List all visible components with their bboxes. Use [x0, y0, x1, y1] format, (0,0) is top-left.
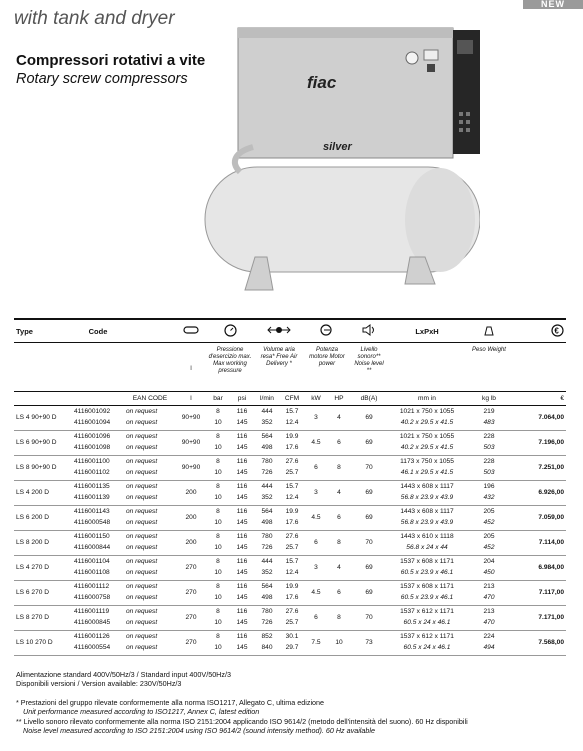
- ean-code: on request on request: [124, 431, 176, 456]
- table-row: [14, 631, 566, 656]
- product-code: 4116001143 4116000548: [72, 506, 124, 531]
- power-kw: 6: [304, 606, 328, 631]
- ean-code: on request on request: [124, 506, 176, 531]
- ean-code: on request on request: [124, 556, 176, 581]
- table-row: [14, 581, 566, 606]
- header-volume: Volume aria resa* Free Air Delivery *: [260, 347, 298, 367]
- power-kw: 3: [304, 556, 328, 581]
- pressure-psi: 116 145: [230, 581, 254, 606]
- unit-cfm: CFM: [280, 392, 304, 406]
- unit-bar: bar: [206, 392, 230, 406]
- dimensions: 1537 x 608 x 1171 60.5 x 23.9 x 46.1: [388, 581, 466, 606]
- flow-cfm: 19.9 17.6: [280, 506, 304, 531]
- ean-code: on request on request: [124, 406, 176, 431]
- dimensions: 1443 x 608 x 1117 56.8 x 23.9 x 43.9: [388, 506, 466, 531]
- price: 7.117,00: [512, 581, 566, 606]
- pressure-psi: 116 145: [230, 531, 254, 556]
- unit-lmin: l/min: [254, 392, 280, 406]
- flow-cfm: 27.6 25.7: [280, 531, 304, 556]
- header-ean: EAN CODE: [124, 392, 176, 406]
- new-badge: NEW: [523, 0, 583, 9]
- power-hp: 4: [328, 556, 350, 581]
- pressure-bar: 8 10: [206, 631, 230, 656]
- power-kw: 6: [304, 531, 328, 556]
- header-code: Code: [72, 319, 124, 343]
- tagline: with tank and dryer: [14, 8, 175, 29]
- flow-cfm: 15.7 12.4: [280, 556, 304, 581]
- price: 7.114,00: [512, 531, 566, 556]
- unit-euro: €: [512, 392, 566, 406]
- gauge-icon: [206, 319, 254, 343]
- compressor-product-image: [195, 22, 480, 292]
- ean-code: on request on request: [124, 606, 176, 631]
- tank-litres: 200: [176, 506, 206, 531]
- svg-text:€: €: [554, 325, 559, 335]
- price: 7.059,00: [512, 506, 566, 531]
- euro-icon: [512, 319, 566, 343]
- product-code: 4116001119 4116000845: [72, 606, 124, 631]
- noise-db: 70: [350, 456, 388, 481]
- model-logo: silver: [323, 141, 352, 153]
- header-weight: Peso Weight: [472, 347, 506, 353]
- power-hp: 8: [328, 456, 350, 481]
- footnote-power: Alimentazione standard 400V/50Hz/3 / Standard input 400V/50Hz/3 Disponibili versioni / Version available: 230V/50Hz/3: [16, 670, 231, 688]
- pressure-psi: 116 145: [230, 481, 254, 506]
- pressure-psi: 116 145: [230, 456, 254, 481]
- unit-mm-in: mm in: [388, 392, 466, 406]
- table-row: [14, 456, 566, 481]
- flow-lmin: 780 726: [254, 456, 280, 481]
- unit-psi: psi: [230, 392, 254, 406]
- power-hp: 4: [328, 481, 350, 506]
- tank-litres: 200: [176, 481, 206, 506]
- ean-code: on request on request: [124, 456, 176, 481]
- power-kw: 7.5: [304, 631, 328, 656]
- header-lxpxh: LxPxH: [388, 319, 466, 343]
- weight: 228 503: [466, 456, 512, 481]
- power-hp: 8: [328, 531, 350, 556]
- power-kw: 4.5: [304, 431, 328, 456]
- power-hp: 6: [328, 431, 350, 456]
- pressure-psi: 116 145: [230, 631, 254, 656]
- model-name: LS 4 200 D: [14, 481, 72, 506]
- product-code: 4116001092 4116001094: [72, 406, 124, 431]
- unit-kg-lb: kg lb: [466, 392, 512, 406]
- power-hp: 8: [328, 606, 350, 631]
- weight: 213 470: [466, 581, 512, 606]
- flow-lmin: 444 352: [254, 481, 280, 506]
- tank-litres: 90+90: [176, 431, 206, 456]
- speaker-icon: [350, 319, 388, 343]
- ean-code: on request on request: [124, 531, 176, 556]
- tank-litres: 270: [176, 631, 206, 656]
- flow-cfm: 15.7 12.4: [280, 481, 304, 506]
- weight-icon: [466, 319, 512, 343]
- model-name: LS 6 270 D: [14, 581, 72, 606]
- power-hp: 4: [328, 406, 350, 431]
- pressure-bar: 8 10: [206, 406, 230, 431]
- price: 7.568,00: [512, 631, 566, 656]
- price: 6.984,00: [512, 556, 566, 581]
- product-code: 4116001126 4116000554: [72, 631, 124, 656]
- dimensions: 1021 x 750 x 1055 40.2 x 29.5 x 41.5: [388, 431, 466, 456]
- weight: 219 483: [466, 406, 512, 431]
- product-code: 4116001150 4116000844: [72, 531, 124, 556]
- power-kw: 3: [304, 481, 328, 506]
- dimensions: 1173 x 750 x 1055 46.1 x 29.5 x 41.5: [388, 456, 466, 481]
- product-code: 4116001096 4116001098: [72, 431, 124, 456]
- specs-table: [14, 318, 566, 656]
- weight: 205 452: [466, 531, 512, 556]
- header-pressure: Pressione d'esercizio max. Max working pressure: [208, 347, 252, 374]
- dimensions: 1443 x 608 x 1117 56.8 x 23.9 x 43.9: [388, 481, 466, 506]
- pressure-psi: 116 145: [230, 406, 254, 431]
- unit-db: dB(A): [350, 392, 388, 406]
- power-hp: 10: [328, 631, 350, 656]
- tank-litres: 270: [176, 606, 206, 631]
- flow-cfm: 19.9 17.6: [280, 431, 304, 456]
- table-row: [14, 431, 566, 456]
- table-row: [14, 506, 566, 531]
- noise-db: 70: [350, 531, 388, 556]
- flow-lmin: 780 726: [254, 606, 280, 631]
- noise-db: 73: [350, 631, 388, 656]
- pressure-bar: 8 10: [206, 531, 230, 556]
- footnote-performance: * Prestazioni del gruppo rilevate conformemente alla norma ISO1217, Allegato C, ultima edizione Unit performance measured according to ISO1217, Annex C, latest edition: [16, 698, 325, 716]
- flow-lmin: 564 498: [254, 581, 280, 606]
- power-kw: 6: [304, 456, 328, 481]
- model-name: LS 4 270 D: [14, 556, 72, 581]
- dimensions: 1021 x 750 x 1055 40.2 x 29.5 x 41.5: [388, 406, 466, 431]
- footnote-noise: ** Livello sonoro rilevato conformemente alla norma ISO 2151:2004 applicando ISO 9614/2 (metodo dell'intensità del suono). 60 Hz disponibili Noise level measured according to ISO 2151:2004 using ISO 9614/2 (sound intensity method). 60 Hz available: [16, 717, 468, 735]
- pressure-psi: 116 145: [230, 506, 254, 531]
- table-row: [14, 606, 566, 631]
- noise-db: 69: [350, 406, 388, 431]
- airflow-icon: [254, 319, 304, 343]
- ean-code: on request on request: [124, 581, 176, 606]
- noise-db: 69: [350, 556, 388, 581]
- flow-cfm: 27.6 25.7: [280, 456, 304, 481]
- weight: 213 470: [466, 606, 512, 631]
- flow-lmin: 780 726: [254, 531, 280, 556]
- unit-kw: kW: [304, 392, 328, 406]
- power-hp: 6: [328, 506, 350, 531]
- price: 7.251,00: [512, 456, 566, 481]
- flow-cfm: 15.7 12.4: [280, 406, 304, 431]
- ean-code: on request on request: [124, 481, 176, 506]
- model-name: LS 8 270 D: [14, 606, 72, 631]
- model-name: LS 8 200 D: [14, 531, 72, 556]
- noise-db: 69: [350, 506, 388, 531]
- flow-cfm: 27.6 25.7: [280, 606, 304, 631]
- noise-db: 69: [350, 431, 388, 456]
- pressure-bar: 8 10: [206, 506, 230, 531]
- dimensions: 1537 x 612 x 1171 60.5 x 24 x 46.1: [388, 631, 466, 656]
- power-kw: 4.5: [304, 506, 328, 531]
- model-name: LS 8 90+90 D: [14, 456, 72, 481]
- flow-cfm: 30.1 29.7: [280, 631, 304, 656]
- table-row: [14, 481, 566, 506]
- tank-litres: 270: [176, 581, 206, 606]
- flow-lmin: 564 498: [254, 431, 280, 456]
- model-name: LS 6 200 D: [14, 506, 72, 531]
- brand-logo: fiac: [307, 73, 337, 92]
- pressure-bar: 8 10: [206, 481, 230, 506]
- noise-db: 70: [350, 606, 388, 631]
- product-code: 4116001135 4116001139: [72, 481, 124, 506]
- weight: 205 452: [466, 506, 512, 531]
- tank-litres: 200: [176, 531, 206, 556]
- price: 7.196,00: [512, 431, 566, 456]
- pressure-bar: 8 10: [206, 606, 230, 631]
- pressure-psi: 116 145: [230, 556, 254, 581]
- unit-hp: HP: [328, 392, 350, 406]
- page-title: Compressori rotativi a vite: [16, 52, 206, 69]
- table-row: [14, 531, 566, 556]
- dimensions: 1537 x 612 x 1171 60.5 x 24 x 46.1: [388, 606, 466, 631]
- power-hp: 6: [328, 581, 350, 606]
- power-kw: 3: [304, 406, 328, 431]
- tank-litres: 90+90: [176, 456, 206, 481]
- flow-lmin: 564 498: [254, 506, 280, 531]
- page-subtitle: Rotary screw compressors: [16, 71, 188, 87]
- header-noise: Livello sonoro** Noise level **: [354, 347, 384, 374]
- dimensions: 1443 x 610 x 1118 56.8 x 24 x 44: [388, 531, 466, 556]
- model-name: LS 4 90+90 D: [14, 406, 72, 431]
- weight: 224 494: [466, 631, 512, 656]
- flow-lmin: 444 352: [254, 406, 280, 431]
- pressure-psi: 116 145: [230, 606, 254, 631]
- tank-litres: 270: [176, 556, 206, 581]
- pressure-bar: 8 10: [206, 556, 230, 581]
- power-kw: 4.5: [304, 581, 328, 606]
- noise-db: 69: [350, 481, 388, 506]
- weight: 204 450: [466, 556, 512, 581]
- flow-lmin: 444 352: [254, 556, 280, 581]
- table-row: [14, 406, 566, 431]
- header-type: Type: [14, 319, 72, 343]
- tank-icon: [176, 319, 206, 343]
- flow-cfm: 19.9 17.6: [280, 581, 304, 606]
- model-name: LS 10 270 D: [14, 631, 72, 656]
- unit-l: l: [176, 392, 206, 406]
- dimensions: 1537 x 608 x 1171 60.5 x 23.9 x 46.1: [388, 556, 466, 581]
- weight: 228 503: [466, 431, 512, 456]
- ean-code: on request on request: [124, 631, 176, 656]
- price: 7.064,00: [512, 406, 566, 431]
- price: 7.171,00: [512, 606, 566, 631]
- product-code: 4116001112 4116000758: [72, 581, 124, 606]
- pressure-bar: 8 10: [206, 431, 230, 456]
- header-litres: l: [190, 365, 192, 372]
- motor-icon: [304, 319, 350, 343]
- header-power: Potenza motore Motor power: [309, 347, 345, 367]
- product-code: 4116001100 4116001102: [72, 456, 124, 481]
- price: 6.926,00: [512, 481, 566, 506]
- table-row: [14, 556, 566, 581]
- pressure-bar: 8 10: [206, 581, 230, 606]
- flow-lmin: 852 840: [254, 631, 280, 656]
- noise-db: 69: [350, 581, 388, 606]
- weight: 196 432: [466, 481, 512, 506]
- pressure-bar: 8 10: [206, 456, 230, 481]
- pressure-psi: 116 145: [230, 431, 254, 456]
- product-code: 4116001104 4116001108: [72, 556, 124, 581]
- model-name: LS 6 90+90 D: [14, 431, 72, 456]
- tank-litres: 90+90: [176, 406, 206, 431]
